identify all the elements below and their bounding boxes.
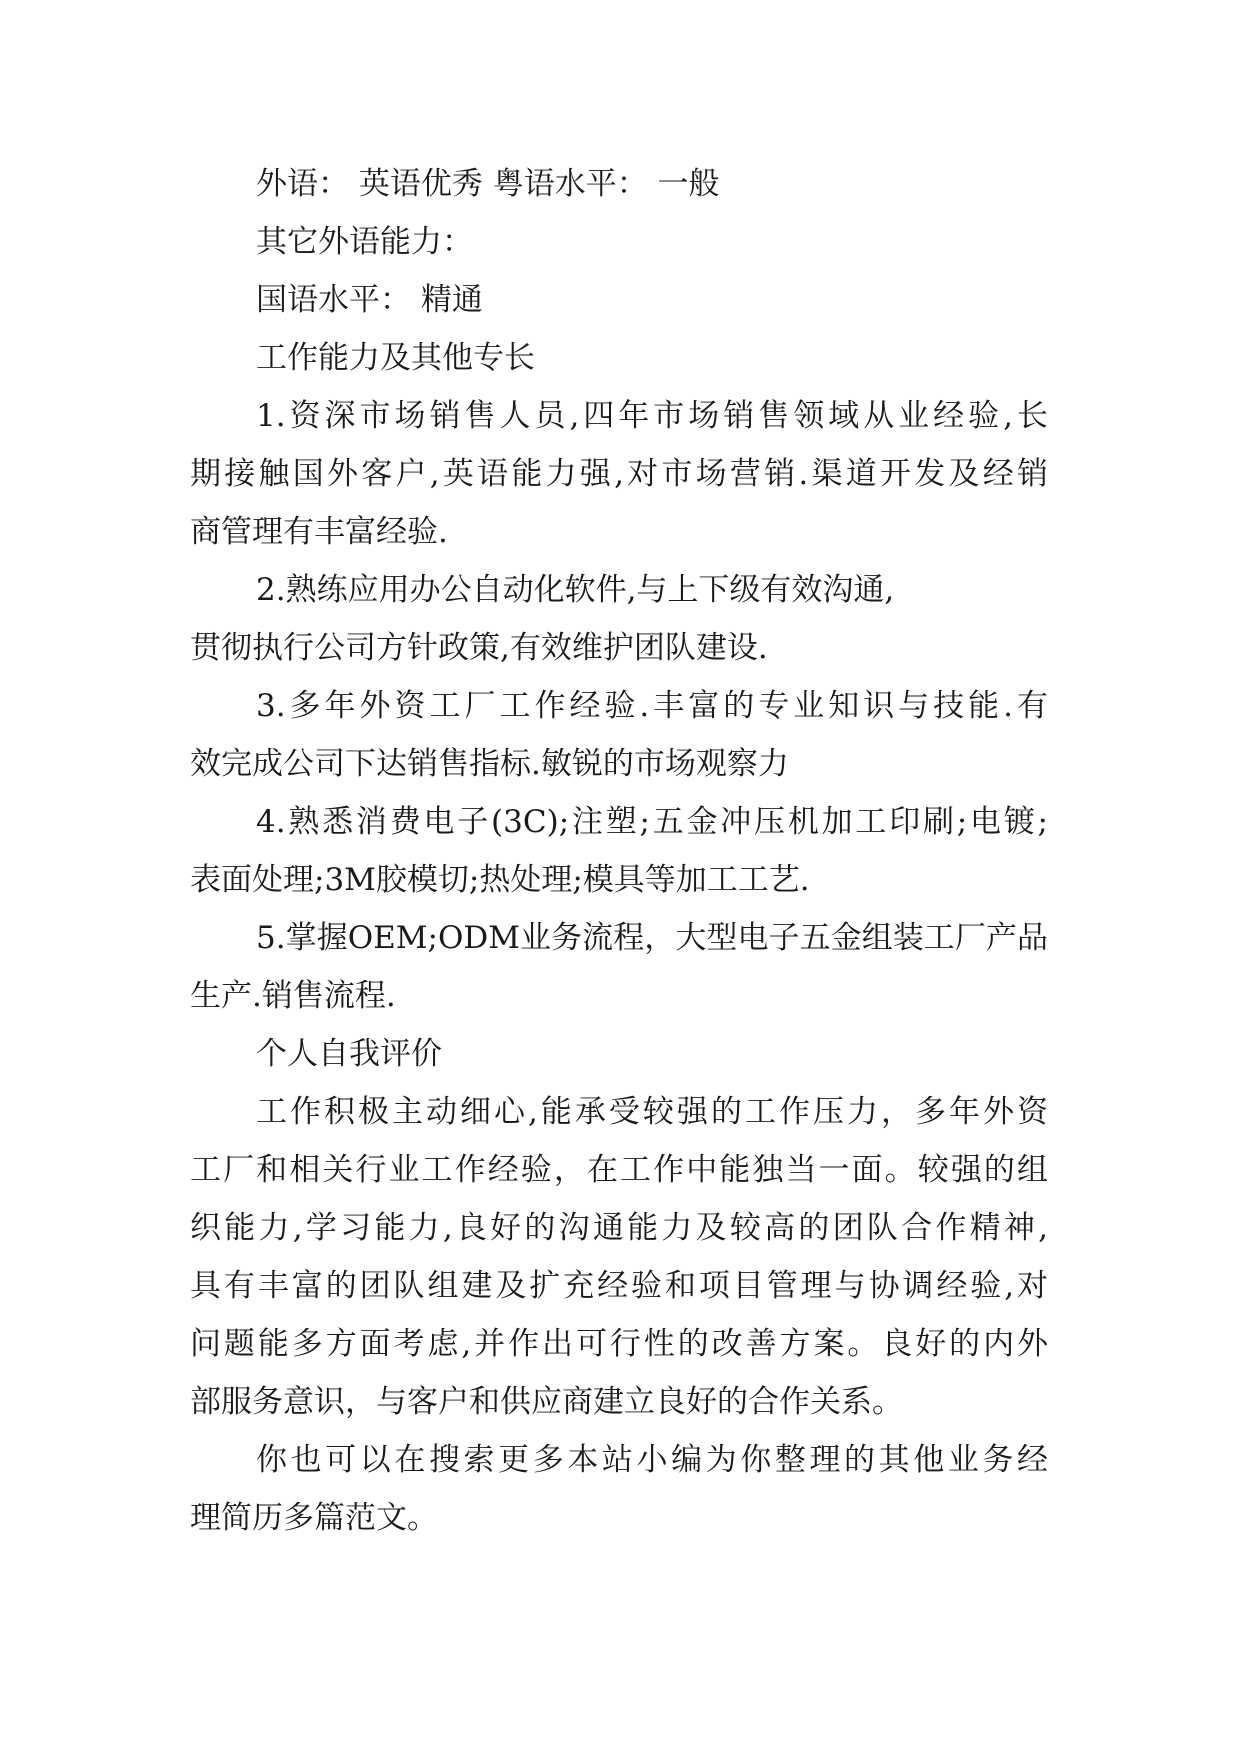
self-eval-line-2: 工厂和相关行业工作经验，在工作中能独当一面。较强的组	[190, 1152, 1048, 1188]
skill-1-line-3: 商管理有丰富经验.	[190, 514, 448, 550]
other-language-line: 其它外语能力：	[256, 224, 473, 260]
mandarin-line: 国语水平： 精通	[256, 282, 483, 318]
self-eval-line-6: 部服务意识，与客户和供应商建立良好的合作关系。	[190, 1384, 903, 1420]
skill-5-line-2: 生产.销售流程.	[190, 978, 396, 1014]
foreign-language-line: 外语： 英语优秀 粤语水平： 一般	[256, 166, 720, 202]
self-eval-line-5: 问题能多方面考虑,并作出可行性的改善方案。良好的内外	[190, 1326, 1048, 1362]
skill-4-line-2: 表面处理;3M胶模切;热处理;模具等加工工艺.	[190, 862, 810, 898]
skill-3-line-1: 3.多年外资工厂工作经验.丰富的专业知识与技能.有	[256, 688, 1048, 724]
self-eval-heading: 个人自我评价	[256, 1036, 442, 1072]
skill-5-line-1: 5.掌握OEM;ODM业务流程，大型电子五金组装工厂产品	[256, 920, 1048, 956]
closing-line-2: 理简历多篇范文。	[190, 1500, 438, 1536]
self-eval-line-1: 工作积极主动细心,能承受较强的工作压力，多年外资	[256, 1094, 1048, 1130]
skill-4-line-1: 4.熟悉消费电子(3C);注塑;五金冲压机加工印刷;电镀;	[256, 804, 1048, 840]
skill-3-line-2: 效完成公司下达销售指标.敏锐的市场观察力	[190, 746, 789, 782]
self-eval-line-4: 具有丰富的团队组建及扩充经验和项目管理与协调经验,对	[190, 1268, 1048, 1304]
skills-heading: 工作能力及其他专长	[256, 340, 535, 376]
closing-line-1: 你也可以在搜索更多本站小编为你整理的其他业务经	[256, 1442, 1048, 1478]
skill-1-line-1: 1.资深市场销售人员,四年市场销售领域从业经验,长	[256, 398, 1048, 434]
skill-2-line-2: 贯彻执行公司方针政策,有效维护团队建设.	[190, 630, 768, 666]
skill-1-line-2: 期接触国外客户,英语能力强,对市场营销.渠道开发及经销	[190, 456, 1048, 492]
self-eval-line-3: 织能力,学习能力,良好的沟通能力及较高的团队合作精神,	[190, 1210, 1048, 1246]
skill-2-line-1: 2.熟练应用办公自动化软件,与上下级有效沟通,	[256, 572, 895, 608]
